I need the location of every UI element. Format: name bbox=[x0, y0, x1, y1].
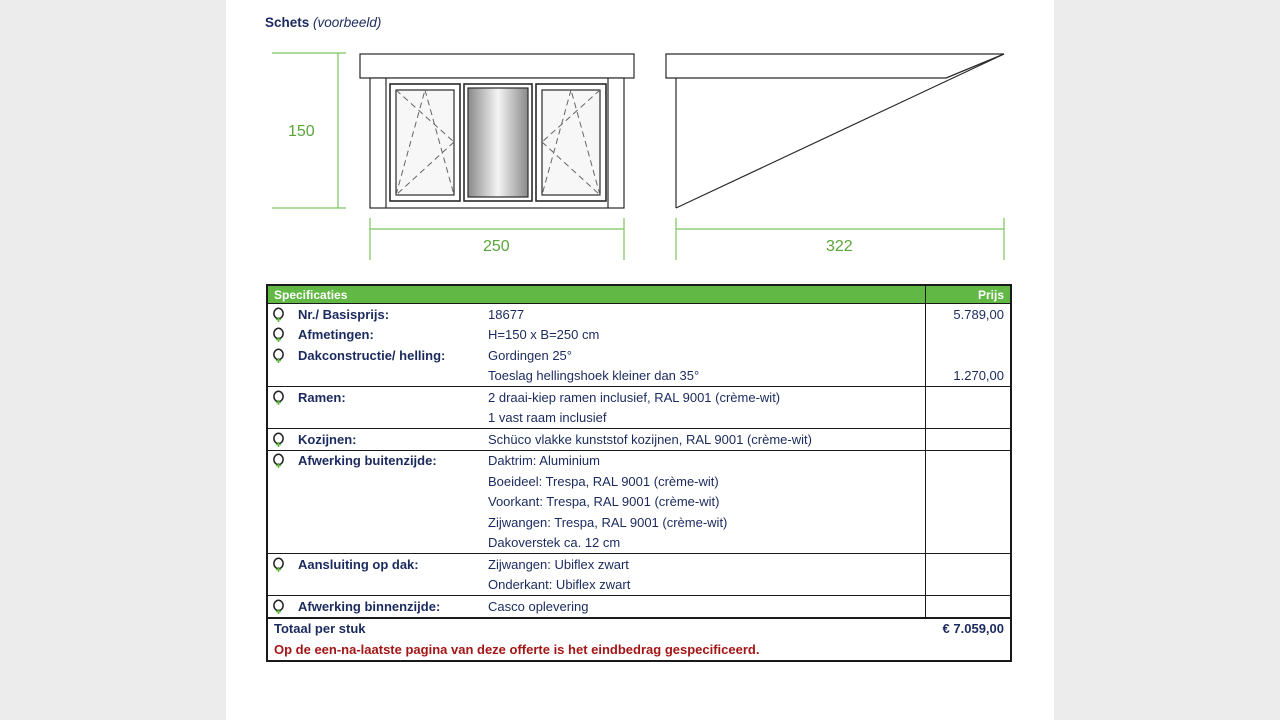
header-prijs: Prijs bbox=[926, 285, 1012, 304]
q-bullet-icon bbox=[272, 327, 285, 343]
table-header bbox=[267, 285, 1011, 304]
row-price: 1.270,00 bbox=[926, 366, 1012, 387]
row-label: Kozijnen: bbox=[292, 429, 482, 451]
row-label: Aansluiting op dak: bbox=[298, 556, 419, 572]
side-view bbox=[666, 54, 1004, 208]
specifications-table bbox=[266, 284, 1012, 662]
table-row bbox=[267, 366, 1011, 387]
row-value: Boeideel: Trespa, RAL 9001 (crème-wit) bbox=[488, 473, 719, 489]
row-value: Schüco vlakke kunststof kozijnen, RAL 9001 (crème-wit) bbox=[482, 429, 926, 451]
q-bullet-icon bbox=[272, 390, 285, 406]
row-value: Gordingen 25° bbox=[488, 347, 572, 363]
footnote: Op de een-na-laatste pagina van deze offerte is het eindbedrag gespecificeerd. bbox=[274, 641, 760, 657]
row-label: Afmetingen: bbox=[298, 327, 374, 343]
q-bullet-icon bbox=[272, 599, 285, 615]
row-value: Daktrim: Aluminium bbox=[488, 453, 600, 469]
row-label: Dakconstructie/ helling: bbox=[298, 347, 446, 363]
row-value: Zijwangen: Ubiflex zwart bbox=[488, 556, 629, 572]
sketch-title-sub: (voorbeeld) bbox=[313, 15, 382, 30]
table-row bbox=[267, 575, 1011, 596]
row-price bbox=[926, 512, 1012, 533]
table-row bbox=[267, 408, 1011, 429]
row-icon bbox=[267, 429, 292, 451]
row-icon bbox=[267, 345, 292, 366]
table-row bbox=[267, 596, 1011, 618]
row-label: Afwerking buitenzijde: bbox=[298, 453, 437, 469]
row-value: Toeslag hellingshoek kleiner dan 35° bbox=[482, 366, 926, 387]
q-bullet-icon bbox=[272, 432, 285, 448]
q-bullet-icon bbox=[272, 557, 285, 573]
header-specificaties: Specificaties bbox=[267, 285, 926, 304]
table-row bbox=[267, 325, 1011, 346]
table-row bbox=[267, 345, 1011, 366]
sketch-title-main: Schets bbox=[265, 15, 310, 30]
row-label: Afwerking binnenzijde: bbox=[292, 596, 482, 618]
table-row bbox=[267, 429, 1011, 451]
row-icon bbox=[267, 596, 292, 618]
row-price bbox=[926, 575, 1012, 596]
table-row bbox=[267, 492, 1011, 513]
q-bullet-icon bbox=[272, 348, 285, 364]
table-row bbox=[267, 471, 1011, 492]
row-value: Zijwangen: Trespa, RAL 9001 (crème-wit) bbox=[488, 514, 728, 530]
row-value: 1 vast raam inclusief bbox=[482, 408, 926, 429]
row-value: 18677 bbox=[488, 306, 525, 322]
table-row bbox=[267, 512, 1011, 533]
table-row bbox=[267, 450, 1011, 471]
row-price bbox=[926, 408, 1012, 429]
row-price bbox=[926, 596, 1012, 618]
row-icon bbox=[267, 387, 292, 408]
length-label: 322 bbox=[826, 238, 853, 255]
front-view bbox=[360, 54, 634, 208]
row-price bbox=[926, 345, 1012, 366]
row-price bbox=[926, 450, 1012, 471]
row-value: H=150 x B=250 cm bbox=[488, 327, 600, 343]
total-label: Totaal per stuk bbox=[274, 621, 366, 637]
q-bullet-icon bbox=[272, 453, 285, 469]
table-row bbox=[267, 533, 1011, 554]
sketch-drawing bbox=[226, 0, 1054, 280]
row-price: 5.789,00 bbox=[926, 304, 1012, 325]
row-icon bbox=[267, 450, 292, 471]
row-icon bbox=[267, 554, 292, 575]
row-price bbox=[926, 471, 1012, 492]
row-price bbox=[926, 492, 1012, 513]
row-value: 2 draai-kiep ramen inclusief, RAL 9001 (crème-wit) bbox=[488, 389, 781, 405]
row-price bbox=[926, 554, 1012, 575]
row-value: Voorkant: Trespa, RAL 9001 (crème-wit) bbox=[488, 494, 720, 510]
table-row bbox=[267, 554, 1011, 575]
row-price bbox=[926, 387, 1012, 408]
row-price bbox=[926, 325, 1012, 346]
table-row bbox=[267, 387, 1011, 408]
total-row bbox=[267, 618, 1011, 640]
table-row bbox=[267, 304, 1011, 325]
width-label: 250 bbox=[483, 238, 510, 255]
total-value: € 7.059,00 bbox=[942, 621, 1004, 637]
q-bullet-icon bbox=[272, 307, 285, 323]
row-icon bbox=[267, 304, 292, 325]
height-label: 150 bbox=[288, 123, 315, 140]
document-page bbox=[226, 0, 1054, 720]
row-price bbox=[926, 533, 1012, 554]
row-value: Dakoverstek ca. 12 cm bbox=[482, 533, 926, 554]
row-icon bbox=[267, 325, 292, 346]
row-value: Casco oplevering bbox=[482, 596, 926, 618]
note-row bbox=[267, 639, 1011, 661]
row-price bbox=[926, 429, 1012, 451]
row-label: Nr./ Basisprijs: bbox=[298, 306, 390, 322]
row-label: Ramen: bbox=[298, 389, 346, 405]
row-value: Onderkant: Ubiflex zwart bbox=[482, 575, 926, 596]
